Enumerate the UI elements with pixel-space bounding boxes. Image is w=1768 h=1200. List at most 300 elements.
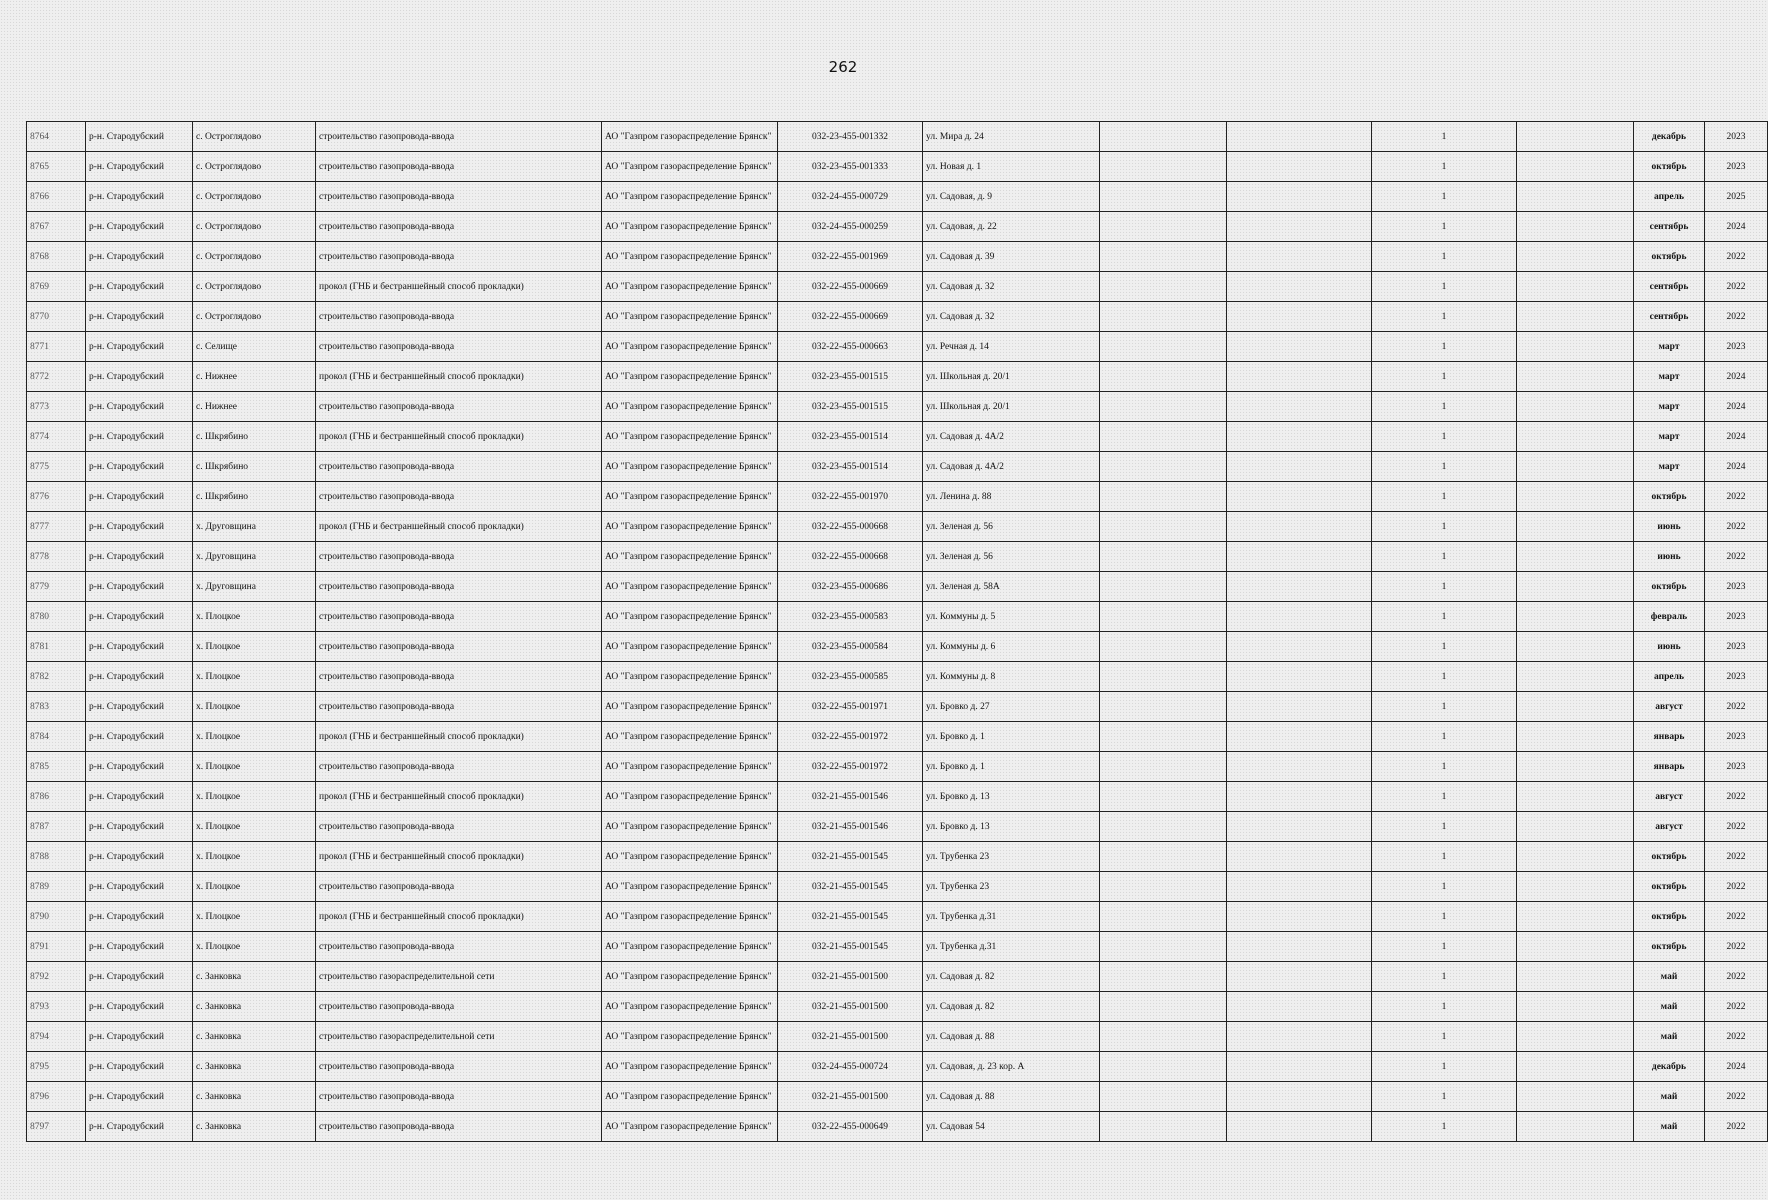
empty-cell <box>1227 332 1372 362</box>
year-cell: 2022 <box>1705 1112 1768 1142</box>
empty-cell <box>1100 242 1227 272</box>
quantity-cell: 1 <box>1372 752 1517 782</box>
month-cell: август <box>1634 692 1705 722</box>
address-cell: ул. Новая д. 1 <box>923 152 1100 182</box>
quantity-cell: 1 <box>1372 632 1517 662</box>
organization-cell: АО "Газпром газораспределение Брянск" <box>602 992 778 1022</box>
quantity-cell: 1 <box>1372 242 1517 272</box>
empty-cell <box>1517 542 1634 572</box>
address-cell: ул. Трубенка 23 <box>923 842 1100 872</box>
empty-cell <box>1517 722 1634 752</box>
organization-cell: АО "Газпром газораспределение Брянск" <box>602 542 778 572</box>
table-row <box>27 632 1768 662</box>
row-number-cell: 8776 <box>27 482 86 512</box>
organization-cell: АО "Газпром газораспределение Брянск" <box>602 1052 778 1082</box>
row-number-cell: 8774 <box>27 422 86 452</box>
month-cell: май <box>1634 1112 1705 1142</box>
request-code-cell: 032-22-455-000669 <box>778 302 923 332</box>
empty-cell <box>1517 752 1634 782</box>
year-cell: 2025 <box>1705 182 1768 212</box>
quantity-cell: 1 <box>1372 782 1517 812</box>
address-cell: ул. Коммуны д. 8 <box>923 662 1100 692</box>
empty-cell <box>1100 722 1227 752</box>
empty-cell <box>1517 692 1634 722</box>
empty-cell <box>1100 1052 1227 1082</box>
request-code-cell: 032-21-455-001545 <box>778 872 923 902</box>
month-cell: октябрь <box>1634 152 1705 182</box>
district-cell: р-н. Стародубский <box>86 482 193 512</box>
request-code-cell: 032-21-455-001545 <box>778 932 923 962</box>
month-cell: октябрь <box>1634 872 1705 902</box>
organization-cell: АО "Газпром газораспределение Брянск" <box>602 872 778 902</box>
settlement-cell: х. Плоцкое <box>193 692 316 722</box>
month-cell: сентябрь <box>1634 272 1705 302</box>
settlement-cell: х. Плоцкое <box>193 752 316 782</box>
month-cell: июнь <box>1634 512 1705 542</box>
district-cell: р-н. Стародубский <box>86 1052 193 1082</box>
district-cell: р-н. Стародубский <box>86 152 193 182</box>
empty-cell <box>1227 902 1372 932</box>
row-number-cell: 8796 <box>27 1082 86 1112</box>
address-cell: ул. Садовая д. 88 <box>923 1082 1100 1112</box>
quantity-cell: 1 <box>1372 812 1517 842</box>
table-row <box>27 722 1768 752</box>
empty-cell <box>1227 872 1372 902</box>
month-cell: декабрь <box>1634 122 1705 152</box>
work-type-cell: строительство газопровода-ввода <box>316 1052 602 1082</box>
row-number-cell: 8797 <box>27 1112 86 1142</box>
empty-cell <box>1227 782 1372 812</box>
district-cell: р-н. Стародубский <box>86 452 193 482</box>
empty-cell <box>1517 422 1634 452</box>
address-cell: ул. Трубенка д.31 <box>923 932 1100 962</box>
empty-cell <box>1227 122 1372 152</box>
settlement-cell: с. Остроглядово <box>193 152 316 182</box>
empty-cell <box>1517 512 1634 542</box>
year-cell: 2022 <box>1705 1082 1768 1112</box>
empty-cell <box>1100 1112 1227 1142</box>
year-cell: 2022 <box>1705 812 1768 842</box>
settlement-cell: с. Остроглядово <box>193 122 316 152</box>
organization-cell: АО "Газпром газораспределение Брянск" <box>602 752 778 782</box>
year-cell: 2022 <box>1705 542 1768 572</box>
settlement-cell: с. Занковка <box>193 1022 316 1052</box>
table-row <box>27 212 1768 242</box>
empty-cell <box>1517 1112 1634 1142</box>
organization-cell: АО "Газпром газораспределение Брянск" <box>602 722 778 752</box>
request-code-cell: 032-22-455-000668 <box>778 512 923 542</box>
request-code-cell: 032-21-455-001500 <box>778 1082 923 1112</box>
request-code-cell: 032-21-455-001545 <box>778 842 923 872</box>
table-row <box>27 992 1768 1022</box>
work-type-cell: строительство газопровода-ввода <box>316 332 602 362</box>
row-number-cell: 8779 <box>27 572 86 602</box>
table-row <box>27 152 1768 182</box>
month-cell: август <box>1634 812 1705 842</box>
quantity-cell: 1 <box>1372 152 1517 182</box>
quantity-cell: 1 <box>1372 392 1517 422</box>
year-cell: 2022 <box>1705 962 1768 992</box>
empty-cell <box>1100 182 1227 212</box>
settlement-cell: х. Плоцкое <box>193 722 316 752</box>
row-number-cell: 8772 <box>27 362 86 392</box>
table-row <box>27 842 1768 872</box>
empty-cell <box>1227 242 1372 272</box>
district-cell: р-н. Стародубский <box>86 392 193 422</box>
empty-cell <box>1517 842 1634 872</box>
year-cell: 2023 <box>1705 602 1768 632</box>
settlement-cell: х. Плоцкое <box>193 902 316 932</box>
month-cell: август <box>1634 782 1705 812</box>
settlement-cell: с. Занковка <box>193 962 316 992</box>
empty-cell <box>1100 602 1227 632</box>
year-cell: 2023 <box>1705 632 1768 662</box>
quantity-cell: 1 <box>1372 602 1517 632</box>
district-cell: р-н. Стародубский <box>86 1082 193 1112</box>
address-cell: ул. Садовая д. 82 <box>923 992 1100 1022</box>
address-cell: ул. Бровко д. 1 <box>923 722 1100 752</box>
empty-cell <box>1227 572 1372 602</box>
settlement-cell: х. Плоцкое <box>193 872 316 902</box>
quantity-cell: 1 <box>1372 992 1517 1022</box>
month-cell: март <box>1634 422 1705 452</box>
empty-cell <box>1100 752 1227 782</box>
empty-cell <box>1517 782 1634 812</box>
empty-cell <box>1100 812 1227 842</box>
district-cell: р-н. Стародубский <box>86 602 193 632</box>
settlement-cell: х. Плоцкое <box>193 782 316 812</box>
empty-cell <box>1100 782 1227 812</box>
empty-cell <box>1100 1082 1227 1112</box>
address-cell: ул. Садовая д. 32 <box>923 302 1100 332</box>
table-row <box>27 812 1768 842</box>
empty-cell <box>1100 842 1227 872</box>
district-cell: р-н. Стародубский <box>86 272 193 302</box>
empty-cell <box>1100 902 1227 932</box>
empty-cell <box>1517 662 1634 692</box>
row-number-cell: 8765 <box>27 152 86 182</box>
work-type-cell: строительство газопровода-ввода <box>316 542 602 572</box>
empty-cell <box>1100 932 1227 962</box>
request-code-cell: 032-23-455-001332 <box>778 122 923 152</box>
month-cell: февраль <box>1634 602 1705 632</box>
month-cell: апрель <box>1634 182 1705 212</box>
month-cell: март <box>1634 452 1705 482</box>
settlement-cell: с. Остроглядово <box>193 272 316 302</box>
year-cell: 2024 <box>1705 392 1768 422</box>
organization-cell: АО "Газпром газораспределение Брянск" <box>602 332 778 362</box>
row-number-cell: 8789 <box>27 872 86 902</box>
empty-cell <box>1227 632 1372 662</box>
empty-cell <box>1517 632 1634 662</box>
request-code-cell: 032-22-455-000668 <box>778 542 923 572</box>
settlement-cell: с. Остроглядово <box>193 302 316 332</box>
empty-cell <box>1517 302 1634 332</box>
year-cell: 2022 <box>1705 1022 1768 1052</box>
district-cell: р-н. Стародубский <box>86 122 193 152</box>
row-number-cell: 8778 <box>27 542 86 572</box>
organization-cell: АО "Газпром газораспределение Брянск" <box>602 122 778 152</box>
work-type-cell: строительство газопровода-ввода <box>316 992 602 1022</box>
empty-cell <box>1517 152 1634 182</box>
empty-cell <box>1517 182 1634 212</box>
table-row <box>27 932 1768 962</box>
empty-cell <box>1227 392 1372 422</box>
address-cell: ул. Садовая д. 88 <box>923 1022 1100 1052</box>
settlement-cell: с. Шкрябино <box>193 422 316 452</box>
empty-cell <box>1227 1112 1372 1142</box>
district-cell: р-н. Стародубский <box>86 932 193 962</box>
table-row <box>27 482 1768 512</box>
settlement-cell: х. Плоцкое <box>193 602 316 632</box>
empty-cell <box>1517 1052 1634 1082</box>
quantity-cell: 1 <box>1372 572 1517 602</box>
settlement-cell: с. Занковка <box>193 1112 316 1142</box>
month-cell: октябрь <box>1634 932 1705 962</box>
organization-cell: АО "Газпром газораспределение Брянск" <box>602 362 778 392</box>
year-cell: 2023 <box>1705 572 1768 602</box>
quantity-cell: 1 <box>1372 872 1517 902</box>
request-code-cell: 032-23-455-001514 <box>778 452 923 482</box>
row-number-cell: 8795 <box>27 1052 86 1082</box>
quantity-cell: 1 <box>1372 482 1517 512</box>
empty-cell <box>1517 332 1634 362</box>
empty-cell <box>1100 1022 1227 1052</box>
organization-cell: АО "Газпром газораспределение Брянск" <box>602 512 778 542</box>
row-number-cell: 8792 <box>27 962 86 992</box>
row-number-cell: 8777 <box>27 512 86 542</box>
organization-cell: АО "Газпром газораспределение Брянск" <box>602 662 778 692</box>
year-cell: 2022 <box>1705 902 1768 932</box>
quantity-cell: 1 <box>1372 842 1517 872</box>
settlement-cell: с. Остроглядово <box>193 212 316 242</box>
empty-cell <box>1227 932 1372 962</box>
settlement-cell: с. Нижнее <box>193 392 316 422</box>
month-cell: январь <box>1634 752 1705 782</box>
work-type-cell: строительство газопровода-ввода <box>316 392 602 422</box>
settlement-cell: с. Занковка <box>193 1082 316 1112</box>
table-row <box>27 872 1768 902</box>
empty-cell <box>1227 512 1372 542</box>
address-cell: ул. Бровко д. 13 <box>923 782 1100 812</box>
settlement-cell: х. Плоцкое <box>193 632 316 662</box>
address-cell: ул. Бровко д. 27 <box>923 692 1100 722</box>
empty-cell <box>1100 452 1227 482</box>
empty-cell <box>1517 392 1634 422</box>
settlement-cell: с. Остроглядово <box>193 182 316 212</box>
address-cell: ул. Коммуны д. 5 <box>923 602 1100 632</box>
empty-cell <box>1227 812 1372 842</box>
district-cell: р-н. Стародубский <box>86 572 193 602</box>
quantity-cell: 1 <box>1372 932 1517 962</box>
row-number-cell: 8782 <box>27 662 86 692</box>
settlement-cell: х. Друговщина <box>193 512 316 542</box>
settlement-cell: х. Плоцкое <box>193 812 316 842</box>
row-number-cell: 8786 <box>27 782 86 812</box>
empty-cell <box>1100 302 1227 332</box>
organization-cell: АО "Газпром газораспределение Брянск" <box>602 212 778 242</box>
organization-cell: АО "Газпром газораспределение Брянск" <box>602 632 778 662</box>
address-cell: ул. Бровко д. 13 <box>923 812 1100 842</box>
quantity-cell: 1 <box>1372 302 1517 332</box>
year-cell: 2024 <box>1705 422 1768 452</box>
district-cell: р-н. Стародубский <box>86 692 193 722</box>
settlement-cell: с. Остроглядово <box>193 242 316 272</box>
empty-cell <box>1100 512 1227 542</box>
year-cell: 2023 <box>1705 152 1768 182</box>
table-row <box>27 362 1768 392</box>
settlement-cell: с. Занковка <box>193 1052 316 1082</box>
empty-cell <box>1100 962 1227 992</box>
district-cell: р-н. Стародубский <box>86 992 193 1022</box>
district-cell: р-н. Стародубский <box>86 812 193 842</box>
quantity-cell: 1 <box>1372 362 1517 392</box>
settlement-cell: х. Друговщина <box>193 542 316 572</box>
organization-cell: АО "Газпром газораспределение Брянск" <box>602 692 778 722</box>
year-cell: 2023 <box>1705 752 1768 782</box>
year-cell: 2022 <box>1705 692 1768 722</box>
empty-cell <box>1517 962 1634 992</box>
quantity-cell: 1 <box>1372 962 1517 992</box>
empty-cell <box>1227 452 1372 482</box>
table-row <box>27 272 1768 302</box>
quantity-cell: 1 <box>1372 512 1517 542</box>
month-cell: март <box>1634 362 1705 392</box>
organization-cell: АО "Газпром газораспределение Брянск" <box>602 482 778 512</box>
work-type-cell: строительство газопровода-ввода <box>316 752 602 782</box>
month-cell: октябрь <box>1634 902 1705 932</box>
quantity-cell: 1 <box>1372 542 1517 572</box>
row-number-cell: 8787 <box>27 812 86 842</box>
table-row <box>27 1112 1768 1142</box>
empty-cell <box>1100 872 1227 902</box>
request-code-cell: 032-21-455-001500 <box>778 1022 923 1052</box>
address-cell: ул. Коммуны д. 6 <box>923 632 1100 662</box>
empty-cell <box>1517 872 1634 902</box>
settlement-cell: х. Плоцкое <box>193 662 316 692</box>
work-type-cell: строительство газопровода-ввода <box>316 602 602 632</box>
request-code-cell: 032-21-455-001500 <box>778 962 923 992</box>
table-row <box>27 1082 1768 1112</box>
empty-cell <box>1517 482 1634 512</box>
table-row <box>27 122 1768 152</box>
organization-cell: АО "Газпром газораспределение Брянск" <box>602 572 778 602</box>
row-number-cell: 8791 <box>27 932 86 962</box>
work-type-cell: строительство газопровода-ввода <box>316 692 602 722</box>
work-type-cell: строительство газопровода-ввода <box>316 872 602 902</box>
request-code-cell: 032-23-455-000584 <box>778 632 923 662</box>
empty-cell <box>1227 722 1372 752</box>
work-type-cell: строительство газопровода-ввода <box>316 152 602 182</box>
organization-cell: АО "Газпром газораспределение Брянск" <box>602 962 778 992</box>
district-cell: р-н. Стародубский <box>86 872 193 902</box>
month-cell: май <box>1634 1082 1705 1112</box>
request-code-cell: 032-22-455-000663 <box>778 332 923 362</box>
empty-cell <box>1517 1022 1634 1052</box>
work-type-cell: строительство газопровода-ввода <box>316 182 602 212</box>
empty-cell <box>1100 542 1227 572</box>
request-code-cell: 032-23-455-001514 <box>778 422 923 452</box>
row-number-cell: 8790 <box>27 902 86 932</box>
quantity-cell: 1 <box>1372 1052 1517 1082</box>
address-cell: ул. Мира д. 24 <box>923 122 1100 152</box>
empty-cell <box>1517 602 1634 632</box>
empty-cell <box>1227 302 1372 332</box>
work-type-cell: прокол (ГНБ и бестраншейный способ прокладки) <box>316 902 602 932</box>
empty-cell <box>1100 662 1227 692</box>
month-cell: октябрь <box>1634 482 1705 512</box>
empty-cell <box>1100 572 1227 602</box>
work-type-cell: строительство газопровода-ввода <box>316 662 602 692</box>
work-type-cell: строительство газопровода-ввода <box>316 122 602 152</box>
empty-cell <box>1100 482 1227 512</box>
request-code-cell: 032-24-455-000259 <box>778 212 923 242</box>
settlement-cell: с. Занковка <box>193 992 316 1022</box>
empty-cell <box>1227 482 1372 512</box>
request-code-cell: 032-22-455-001969 <box>778 242 923 272</box>
work-type-cell: строительство газораспределительной сети <box>316 1022 602 1052</box>
year-cell: 2022 <box>1705 992 1768 1022</box>
row-number-cell: 8771 <box>27 332 86 362</box>
district-cell: р-н. Стародубский <box>86 332 193 362</box>
request-code-cell: 032-23-455-001333 <box>778 152 923 182</box>
empty-cell <box>1227 152 1372 182</box>
district-cell: р-н. Стародубский <box>86 542 193 572</box>
settlement-cell: с. Селище <box>193 332 316 362</box>
table-row <box>27 692 1768 722</box>
quantity-cell: 1 <box>1372 212 1517 242</box>
address-cell: ул. Садовая д. 32 <box>923 272 1100 302</box>
quantity-cell: 1 <box>1372 1112 1517 1142</box>
district-cell: р-н. Стародубский <box>86 212 193 242</box>
year-cell: 2024 <box>1705 362 1768 392</box>
year-cell: 2023 <box>1705 662 1768 692</box>
empty-cell <box>1517 812 1634 842</box>
row-number-cell: 8793 <box>27 992 86 1022</box>
district-cell: р-н. Стародубский <box>86 902 193 932</box>
row-number-cell: 8773 <box>27 392 86 422</box>
row-number-cell: 8764 <box>27 122 86 152</box>
empty-cell <box>1517 452 1634 482</box>
district-cell: р-н. Стародубский <box>86 632 193 662</box>
work-type-cell: строительство газопровода-ввода <box>316 812 602 842</box>
quantity-cell: 1 <box>1372 902 1517 932</box>
empty-cell <box>1100 632 1227 662</box>
work-type-cell: строительство газопровода-ввода <box>316 1112 602 1142</box>
table-row <box>27 1052 1768 1082</box>
empty-cell <box>1517 992 1634 1022</box>
empty-cell <box>1227 662 1372 692</box>
row-number-cell: 8769 <box>27 272 86 302</box>
address-cell: ул. Садовая, д. 22 <box>923 212 1100 242</box>
empty-cell <box>1100 422 1227 452</box>
request-code-cell: 032-24-455-000724 <box>778 1052 923 1082</box>
address-cell: ул. Садовая, д. 9 <box>923 182 1100 212</box>
quantity-cell: 1 <box>1372 452 1517 482</box>
table-row <box>27 572 1768 602</box>
district-cell: р-н. Стародубский <box>86 1112 193 1142</box>
row-number-cell: 8788 <box>27 842 86 872</box>
organization-cell: АО "Газпром газораспределение Брянск" <box>602 842 778 872</box>
year-cell: 2022 <box>1705 932 1768 962</box>
settlement-cell: с. Шкрябино <box>193 452 316 482</box>
request-code-cell: 032-22-455-000669 <box>778 272 923 302</box>
work-type-cell: строительство газопровода-ввода <box>316 452 602 482</box>
district-cell: р-н. Стародубский <box>86 722 193 752</box>
empty-cell <box>1227 1082 1372 1112</box>
quantity-cell: 1 <box>1372 332 1517 362</box>
work-type-cell: строительство газопровода-ввода <box>316 1082 602 1112</box>
